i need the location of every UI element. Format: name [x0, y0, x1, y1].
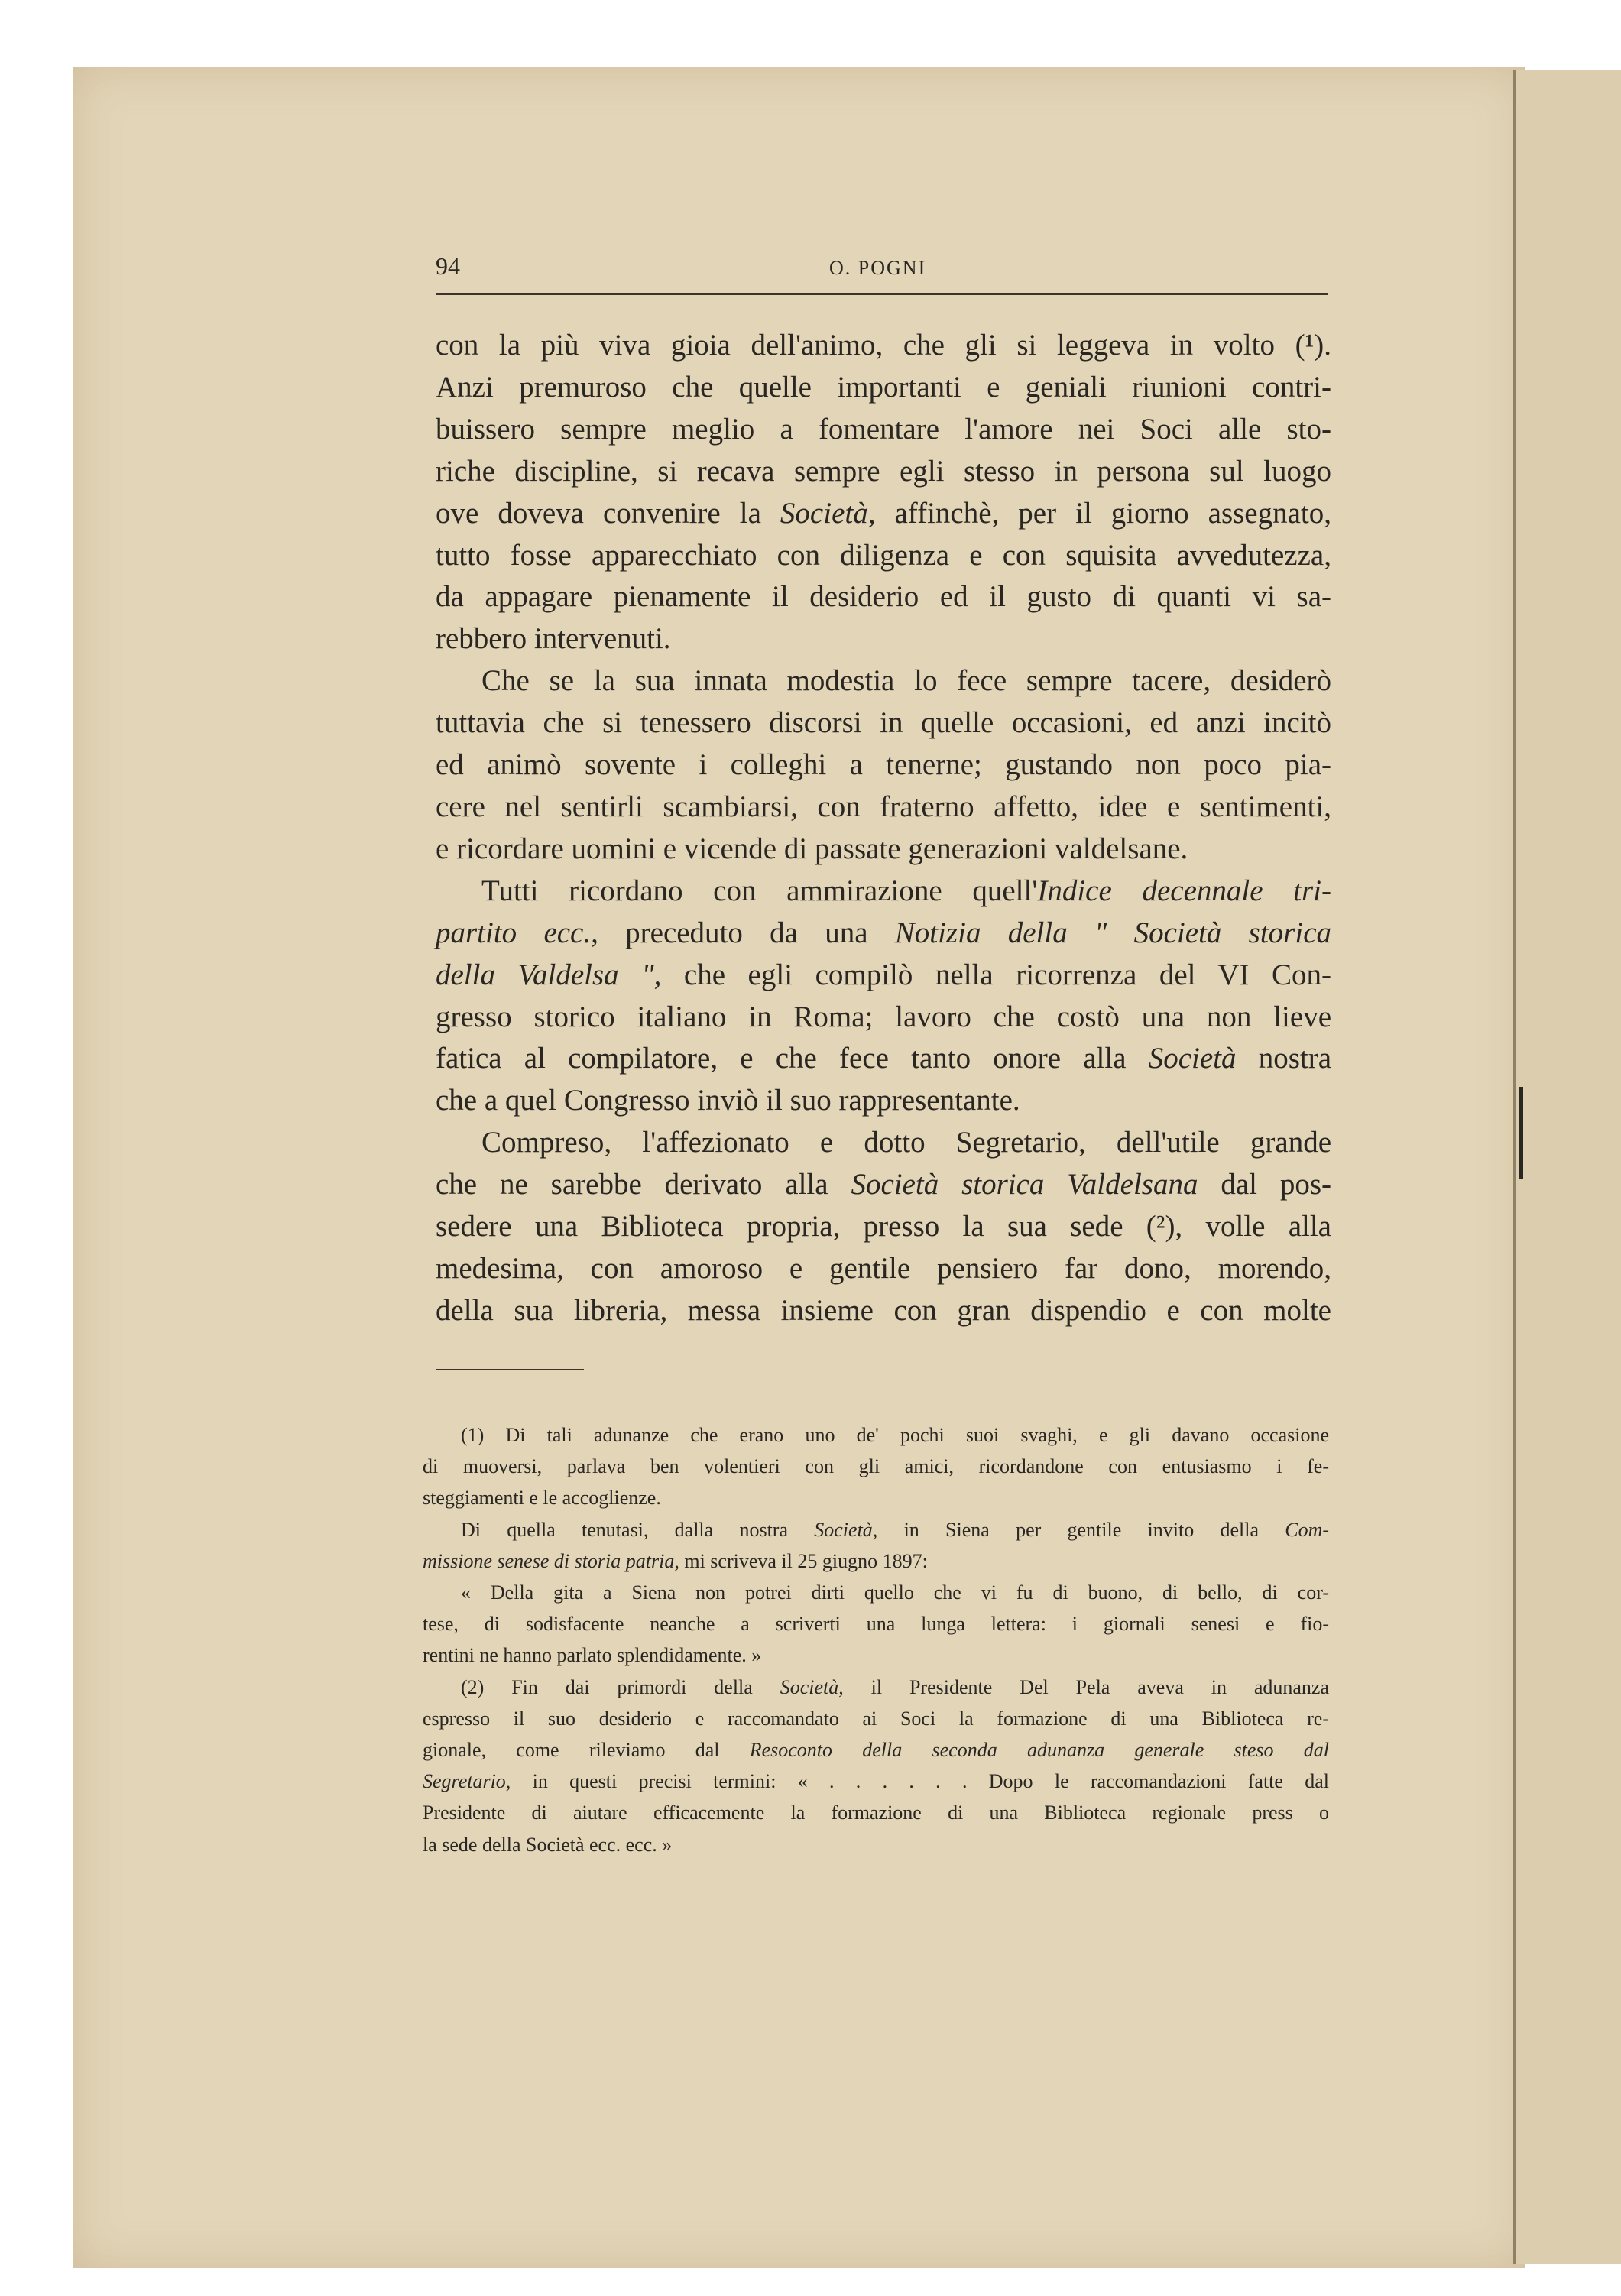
running-title: O. POGNI — [829, 257, 927, 279]
binding-mark — [1519, 1087, 1523, 1179]
footnote-line: gionale, come rileviamo dal Resoconto della seconda adunanza generale steso dal — [423, 1739, 1329, 1762]
paragraph-2 — [436, 660, 1331, 871]
text-line: tuttavia che si tenessero discorsi in quelle occasioni, ed anzi incitò — [436, 706, 1331, 740]
text-line: fatica al compilatore, e che fece tanto onore alla Società nostra — [436, 1042, 1331, 1075]
text-line: rebbero intervenuti. — [436, 622, 671, 656]
text-line: buissero sempre meglio a fomentare l'amore nei Soci alle sto- — [436, 412, 1331, 446]
footnotes — [423, 1419, 1329, 1860]
footnote-line: (2) Fin dai primordi della Società, il Presidente Del Pela aveva in adunanza — [461, 1675, 1330, 1698]
text-line: tutto fosse apparecchiato con diligenza e con squisita avvedutezza, — [436, 538, 1331, 572]
footnote-line: missione senese di storia patria, mi scriveva il 25 giugno 1897: — [423, 1549, 928, 1572]
text-line: Anzi premuroso che quelle importanti e geniali riunioni contri- — [436, 370, 1331, 404]
text-line: cere nel sentirli scambiarsi, con fraterno affetto, idee e sentimenti, — [436, 790, 1331, 823]
footnote-line: la sede della Società ecc. ecc. » — [423, 1833, 673, 1856]
footnote-line: (1) Di tali adunanze che erano uno de' pochi suoi svaghi, e gli davano occasione — [461, 1424, 1329, 1446]
text-line: della Valdelsa ", che egli compilò nella ricorrenza del VI Con- — [436, 958, 1331, 991]
text-line: medesima, con amoroso e gentile pensiero far dono, morendo, — [436, 1251, 1331, 1285]
footnote-line: espresso il suo desiderio e raccomandato ai Soci la formazione di una Biblioteca re- — [423, 1707, 1329, 1730]
text-line: Compreso, l'affezionato e dotto Segretario, dell'utile grande — [481, 1126, 1331, 1159]
text-line: da appagare pienamente il desiderio ed il gusto di quanti vi sa- — [436, 580, 1331, 614]
text-line: e ricordare uomini e vicende di passate generazioni valdelsane. — [436, 832, 1188, 865]
footnote-separator — [436, 1369, 584, 1370]
text-line: con la più viva gioia dell'animo, che gli si leggeva in volto (¹). — [436, 329, 1331, 362]
footnote-line: Segretario, in questi precisi termini: « . . . . . . Dopo le raccomandazioni fatte dal — [423, 1770, 1329, 1793]
footnote-line: steggiamenti e le accoglienze. — [423, 1487, 661, 1510]
footnote-line: di muoversi, parlava ben volentieri con gli amici, ricordandone con entusiasmo i fe- — [423, 1455, 1329, 1478]
footnote-line: « Della gita a Siena non potrei dirti quello che vi fu di buono, di bello, di cor- — [461, 1581, 1329, 1604]
footnote-line: rentini ne hanno parlato splendidamente. » — [423, 1644, 762, 1667]
text-line: Tutti ricordano con ammirazione quell'Indice decennale tri- — [481, 874, 1331, 907]
page-header — [436, 252, 1328, 298]
text-line: Che se la sua innata modestia lo fece sempre tacere, desiderò — [481, 664, 1331, 698]
text-line: partito ecc., preceduto da una Notizia della " Società storica — [436, 916, 1332, 949]
paragraph-3 — [436, 871, 1331, 1122]
paragraph-4 — [436, 1122, 1331, 1332]
adjacent-page-edge — [1513, 70, 1621, 2264]
text-line: ed animò sovente i colleghi a tenerne; gustando non poco pia- — [436, 748, 1331, 782]
text-line: che ne sarebbe derivato alla Società storica Valdelsana dal pos- — [436, 1168, 1332, 1202]
text-line: che a quel Congresso inviò il suo rappresentante. — [436, 1084, 1020, 1117]
text-line: della sua libreria, messa insieme con gran dispendio e con molte — [436, 1293, 1331, 1327]
footnote-line: Presidente di aiutare efficacemente la formazione di una Biblioteca regionale press o — [423, 1801, 1329, 1824]
footnote-line: tese, di sodisfacente neanche a scriverti una lunga lettera: i giornali senesi e fio- — [423, 1613, 1329, 1636]
paragraph-1 — [436, 325, 1331, 660]
text-line: riche discipline, si recava sempre egli stesso in persona sul luogo — [436, 454, 1331, 488]
text-line: ove doveva convenire la Società, affinchè, per il giorno assegnato, — [436, 496, 1332, 530]
footnote-line: Di quella tenutasi, dalla nostra Società, in Siena per gentile invito della Com- — [461, 1518, 1330, 1541]
page-number: 94 — [436, 252, 460, 280]
main-text — [436, 325, 1331, 1332]
text-line: sedere una Biblioteca propria, presso la sua sede (²), volle alla — [436, 1210, 1331, 1244]
text-line: gresso storico italiano in Roma; lavoro che costò una non lieve — [436, 1000, 1331, 1033]
header-rule — [436, 293, 1328, 295]
